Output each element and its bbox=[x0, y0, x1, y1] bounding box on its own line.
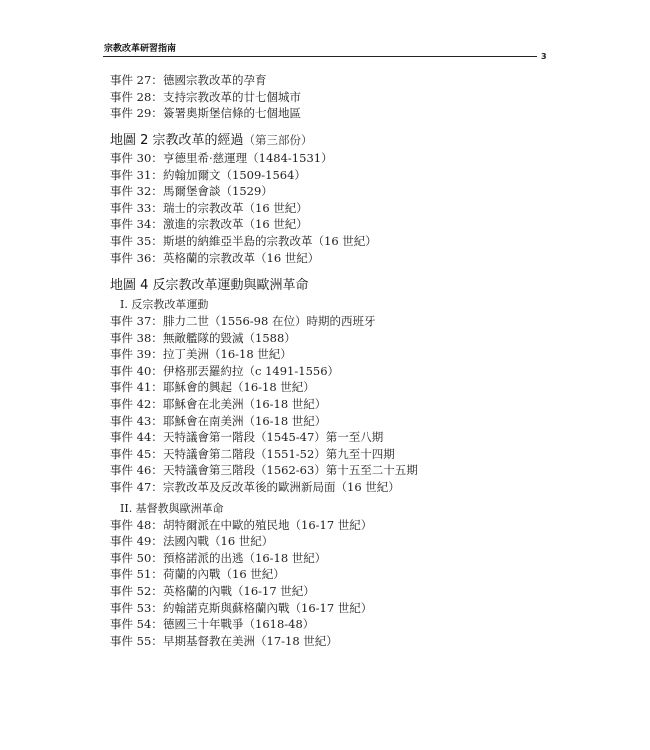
event-item bbox=[110, 583, 418, 600]
section2-events bbox=[110, 517, 418, 650]
event-text: 德國宗教改革的孕育 bbox=[163, 73, 267, 87]
event-item bbox=[110, 89, 301, 106]
event-item bbox=[110, 330, 418, 347]
event-text: 英格蘭的內戰（16-17 世紀） bbox=[163, 583, 315, 598]
event-text: 耶穌會的興起（16-18 世紀） bbox=[163, 380, 315, 395]
event-text: 荷蘭的內戰（16 世紀） bbox=[163, 567, 285, 582]
event-item bbox=[110, 379, 418, 396]
event-item bbox=[110, 105, 301, 122]
event-label: 事件 27： bbox=[110, 73, 163, 87]
event-item bbox=[110, 200, 377, 217]
event-label: 事件 53： bbox=[110, 600, 163, 615]
event-item bbox=[110, 462, 418, 479]
event-item bbox=[110, 72, 301, 89]
section1-title: I. 反宗教改革運動 bbox=[120, 298, 209, 311]
running-header: 宗教改革研習指南 bbox=[104, 44, 177, 54]
event-item bbox=[110, 429, 418, 446]
event-text: 天特議會第一階段（1545-47）第一至八期 bbox=[163, 430, 384, 445]
event-item bbox=[110, 600, 418, 617]
event-item bbox=[110, 633, 418, 650]
event-label: 事件 55： bbox=[110, 633, 163, 648]
event-item bbox=[110, 413, 418, 430]
event-label: 事件 41： bbox=[110, 380, 163, 395]
event-label: 事件 40： bbox=[110, 363, 163, 378]
event-text: 英格蘭的宗教改革（16 世紀） bbox=[163, 250, 320, 265]
event-item bbox=[110, 517, 418, 534]
event-text: 馬爾堡會談（1529） bbox=[163, 184, 273, 199]
event-text: 預格諾派的出逃（16-18 世紀） bbox=[163, 550, 327, 565]
event-text: 德國三十年戰爭（1618-48） bbox=[163, 617, 315, 632]
event-text: 激進的宗教改革（16 世紀） bbox=[163, 217, 308, 232]
event-item bbox=[110, 550, 418, 567]
map4-section bbox=[110, 276, 418, 649]
event-label: 事件 49： bbox=[110, 534, 163, 549]
header-rule bbox=[103, 56, 537, 57]
event-item bbox=[110, 363, 418, 380]
event-text: 拉丁美洲（16-18 世紀） bbox=[163, 347, 292, 362]
event-label: 事件 33： bbox=[110, 200, 163, 215]
event-label: 事件 45： bbox=[110, 446, 163, 461]
map2-subtitle: （第三部份） bbox=[243, 133, 313, 147]
event-item bbox=[110, 566, 418, 583]
event-label: 事件 54： bbox=[110, 617, 163, 632]
event-label: 事件 48： bbox=[110, 517, 163, 532]
page-number: 3 bbox=[541, 52, 547, 61]
event-label: 事件 34： bbox=[110, 217, 163, 232]
event-text: 瑞士的宗教改革（16 世紀） bbox=[163, 200, 308, 215]
event-label: 事件 43： bbox=[110, 413, 163, 428]
event-item bbox=[110, 396, 418, 413]
event-text: 約翰諾克斯與蘇格蘭內戰（16-17 世紀） bbox=[163, 600, 373, 615]
event-label: 事件 44： bbox=[110, 430, 163, 445]
event-label: 事件 37： bbox=[110, 314, 163, 328]
event-label: 事件 52： bbox=[110, 583, 163, 598]
event-text: 斯堪的納維亞半島的宗教改革（16 世紀） bbox=[163, 233, 377, 248]
event-item bbox=[110, 150, 377, 167]
event-text: 天特議會第三階段（1562-63）第十五至二十五期 bbox=[163, 463, 418, 478]
map2-title: 地圖 2 宗教改革的經過 bbox=[110, 133, 244, 148]
event-text: 無敵艦隊的毀滅（1588） bbox=[163, 330, 296, 345]
events-group-1 bbox=[110, 72, 301, 122]
event-label: 事件 42： bbox=[110, 396, 163, 411]
event-item bbox=[110, 250, 377, 267]
event-label: 事件 29： bbox=[110, 106, 163, 121]
event-item bbox=[110, 167, 377, 184]
map4-heading: 地圖 4 反宗教改革運動與歐洲革命 bbox=[110, 278, 309, 293]
section1-events bbox=[110, 313, 418, 496]
map2-events bbox=[110, 150, 377, 266]
event-label: 事件 36： bbox=[110, 250, 163, 265]
event-label: 事件 39： bbox=[110, 347, 163, 362]
event-label: 事件 51： bbox=[110, 567, 163, 582]
event-label: 事件 31： bbox=[110, 167, 163, 182]
event-label: 事件 28： bbox=[110, 89, 163, 104]
event-text: 耶穌會在南美洲（16-18 世紀） bbox=[163, 413, 327, 428]
event-text: 約翰加爾文（1509-1564） bbox=[163, 167, 306, 182]
event-label: 事件 32： bbox=[110, 184, 163, 199]
event-text: 天特議會第二階段（1551-52）第九至十四期 bbox=[163, 446, 395, 461]
event-item bbox=[110, 313, 418, 330]
event-text: 耶穌會在北美洲（16-18 世紀） bbox=[163, 396, 327, 411]
event-text: 伊格那丟羅約拉（c 1491-1556） bbox=[163, 363, 340, 378]
event-item bbox=[110, 616, 418, 633]
event-label: 事件 38： bbox=[110, 330, 163, 345]
event-item bbox=[110, 346, 418, 363]
event-text: 亨德里希·慈運理（1484-1531） bbox=[163, 151, 333, 165]
event-item bbox=[110, 183, 377, 200]
event-text: 腓力二世（1556-98 在位）時期的西班牙 bbox=[163, 314, 376, 328]
event-item bbox=[110, 216, 377, 233]
event-text: 支持宗教改革的廿七個城市 bbox=[163, 89, 301, 104]
event-text: 胡特爾派在中歐的殖民地（16-17 世紀） bbox=[163, 517, 373, 532]
event-text: 法國內戰（16 世紀） bbox=[163, 534, 274, 549]
event-item bbox=[110, 533, 418, 550]
event-item bbox=[110, 233, 377, 250]
event-label: 事件 46： bbox=[110, 463, 163, 478]
section2-title: II. 基督教與歐洲革命 bbox=[120, 501, 224, 515]
event-label: 事件 47： bbox=[110, 479, 163, 494]
event-text: 簽署奧斯堡信條的七個地區 bbox=[163, 106, 301, 121]
event-label: 事件 50： bbox=[110, 550, 163, 565]
event-label: 事件 35： bbox=[110, 233, 163, 248]
event-text: 早期基督教在美洲（17-18 世紀） bbox=[163, 633, 338, 648]
event-text: 宗教改革及反改革後的歐洲新局面（16 世紀） bbox=[163, 479, 400, 494]
map2-section bbox=[110, 130, 377, 266]
event-label: 事件 30： bbox=[110, 151, 163, 165]
map2-heading bbox=[110, 130, 377, 150]
event-item bbox=[110, 479, 418, 496]
event-item bbox=[110, 446, 418, 463]
